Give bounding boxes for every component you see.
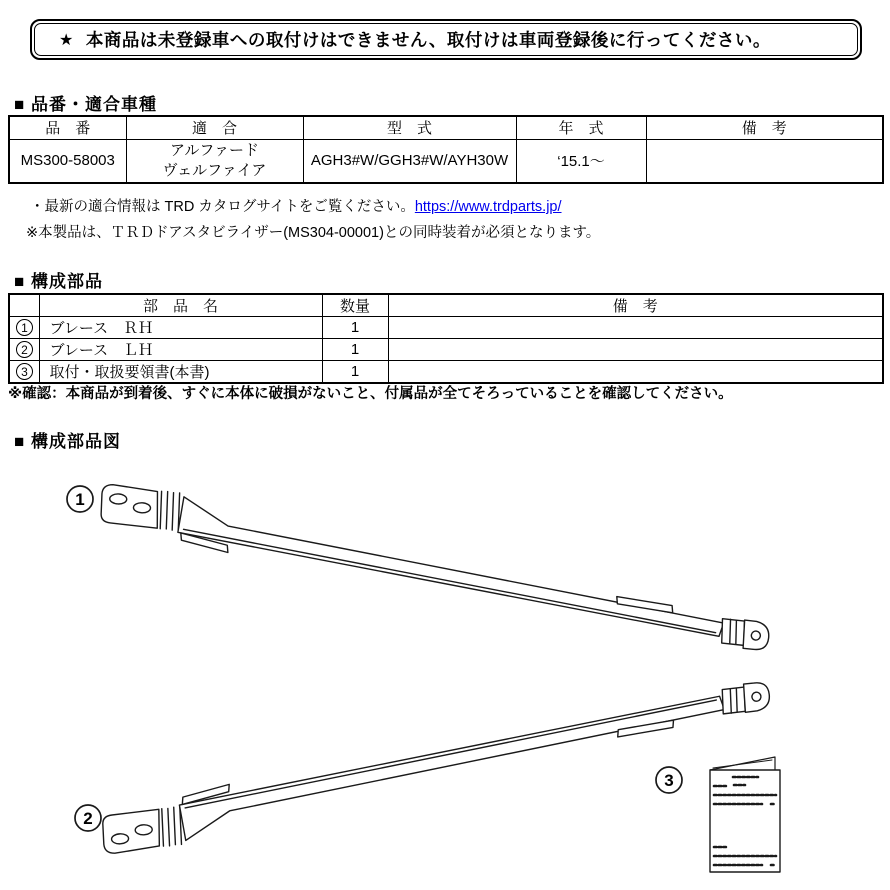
item-no-badge: 2: [9, 339, 39, 361]
section-title-components: ■ 構成部品: [14, 272, 103, 291]
model-value: AGH3#W/GGH3#W/AYH30W: [303, 139, 516, 183]
svg-text:1: 1: [75, 490, 85, 509]
label-manual: [656, 767, 682, 793]
warning-banner-inner: [34, 23, 858, 56]
warning-banner: [30, 19, 862, 60]
fitment-table: [8, 115, 884, 184]
part-name: ブレース ＲＨ: [39, 317, 322, 339]
components-table: [8, 293, 884, 384]
part-name: 取付・取扱要領書(本書): [39, 361, 322, 384]
col-remarks: 備 考: [646, 116, 883, 139]
fit-value: [126, 139, 303, 183]
parts-diagram: [0, 455, 890, 890]
catalog-link[interactable]: https://www.trdparts.jp/: [414, 199, 562, 215]
svg-text:3: 3: [664, 771, 674, 790]
col-model: 型 式: [303, 116, 516, 139]
svg-text:2: 2: [83, 809, 93, 828]
part-remarks: [388, 317, 883, 339]
fit-line-1: アルファード: [169, 141, 260, 159]
catalog-note-text: ・最新の適合情報は TRD カタログサイトをご覧ください。: [30, 199, 415, 215]
item-no-badge: 3: [9, 361, 39, 384]
item-no-badge: 1: [9, 317, 39, 339]
brace-rh-drawing: [95, 478, 774, 660]
col-item-no: [9, 294, 39, 317]
check-note: ※確認：本商品が到着後、すぐに本体に破損がないこと、付属品が全てそろっていることを確認してください。: [8, 386, 733, 402]
col-part-name: 部 品 名: [39, 294, 322, 317]
part-qty: 1: [322, 361, 388, 384]
stabilizer-note: ※本製品は、ＴＲＤドアスタビライザー(MS304-00001)との同時装着が必須となります。: [26, 225, 601, 241]
section-title-fitment: ■ 品番・適合車種: [14, 95, 157, 114]
remarks-value: [646, 139, 883, 183]
components-table-header-row: [9, 294, 883, 317]
part-no-value: MS300-58003: [9, 139, 126, 183]
brace-lh-drawing: [97, 673, 775, 860]
label-brace-rh: [67, 486, 93, 512]
col-year: 年 式: [516, 116, 646, 139]
part-qty: 1: [322, 339, 388, 361]
table-row: [9, 361, 883, 384]
manual-booklet-drawing: [710, 757, 780, 872]
part-qty: 1: [322, 317, 388, 339]
year-value: ‘15.1～: [516, 139, 646, 183]
table-row: [9, 317, 883, 339]
fitment-table-row: [9, 139, 883, 183]
part-remarks: [388, 361, 883, 384]
part-remarks: [388, 339, 883, 361]
col-part-no: 品 番: [9, 116, 126, 139]
fitment-table-header-row: [9, 116, 883, 139]
catalog-note: [30, 195, 562, 216]
col-qty: 数量: [322, 294, 388, 317]
section-title-diagram: ■ 構成部品図: [14, 432, 121, 451]
star-icon: ★: [59, 31, 74, 49]
part-name: ブレース ＬＨ: [39, 339, 322, 361]
col-note: 備 考: [388, 294, 883, 317]
label-brace-lh: [75, 805, 101, 831]
col-fit: 適 合: [126, 116, 303, 139]
fit-line-2: ヴェルファイア: [162, 161, 267, 179]
warning-text: 本商品は未登録車への取付けはできません、取付けは車両登録後に行ってください。: [85, 30, 771, 50]
table-row: [9, 339, 883, 361]
